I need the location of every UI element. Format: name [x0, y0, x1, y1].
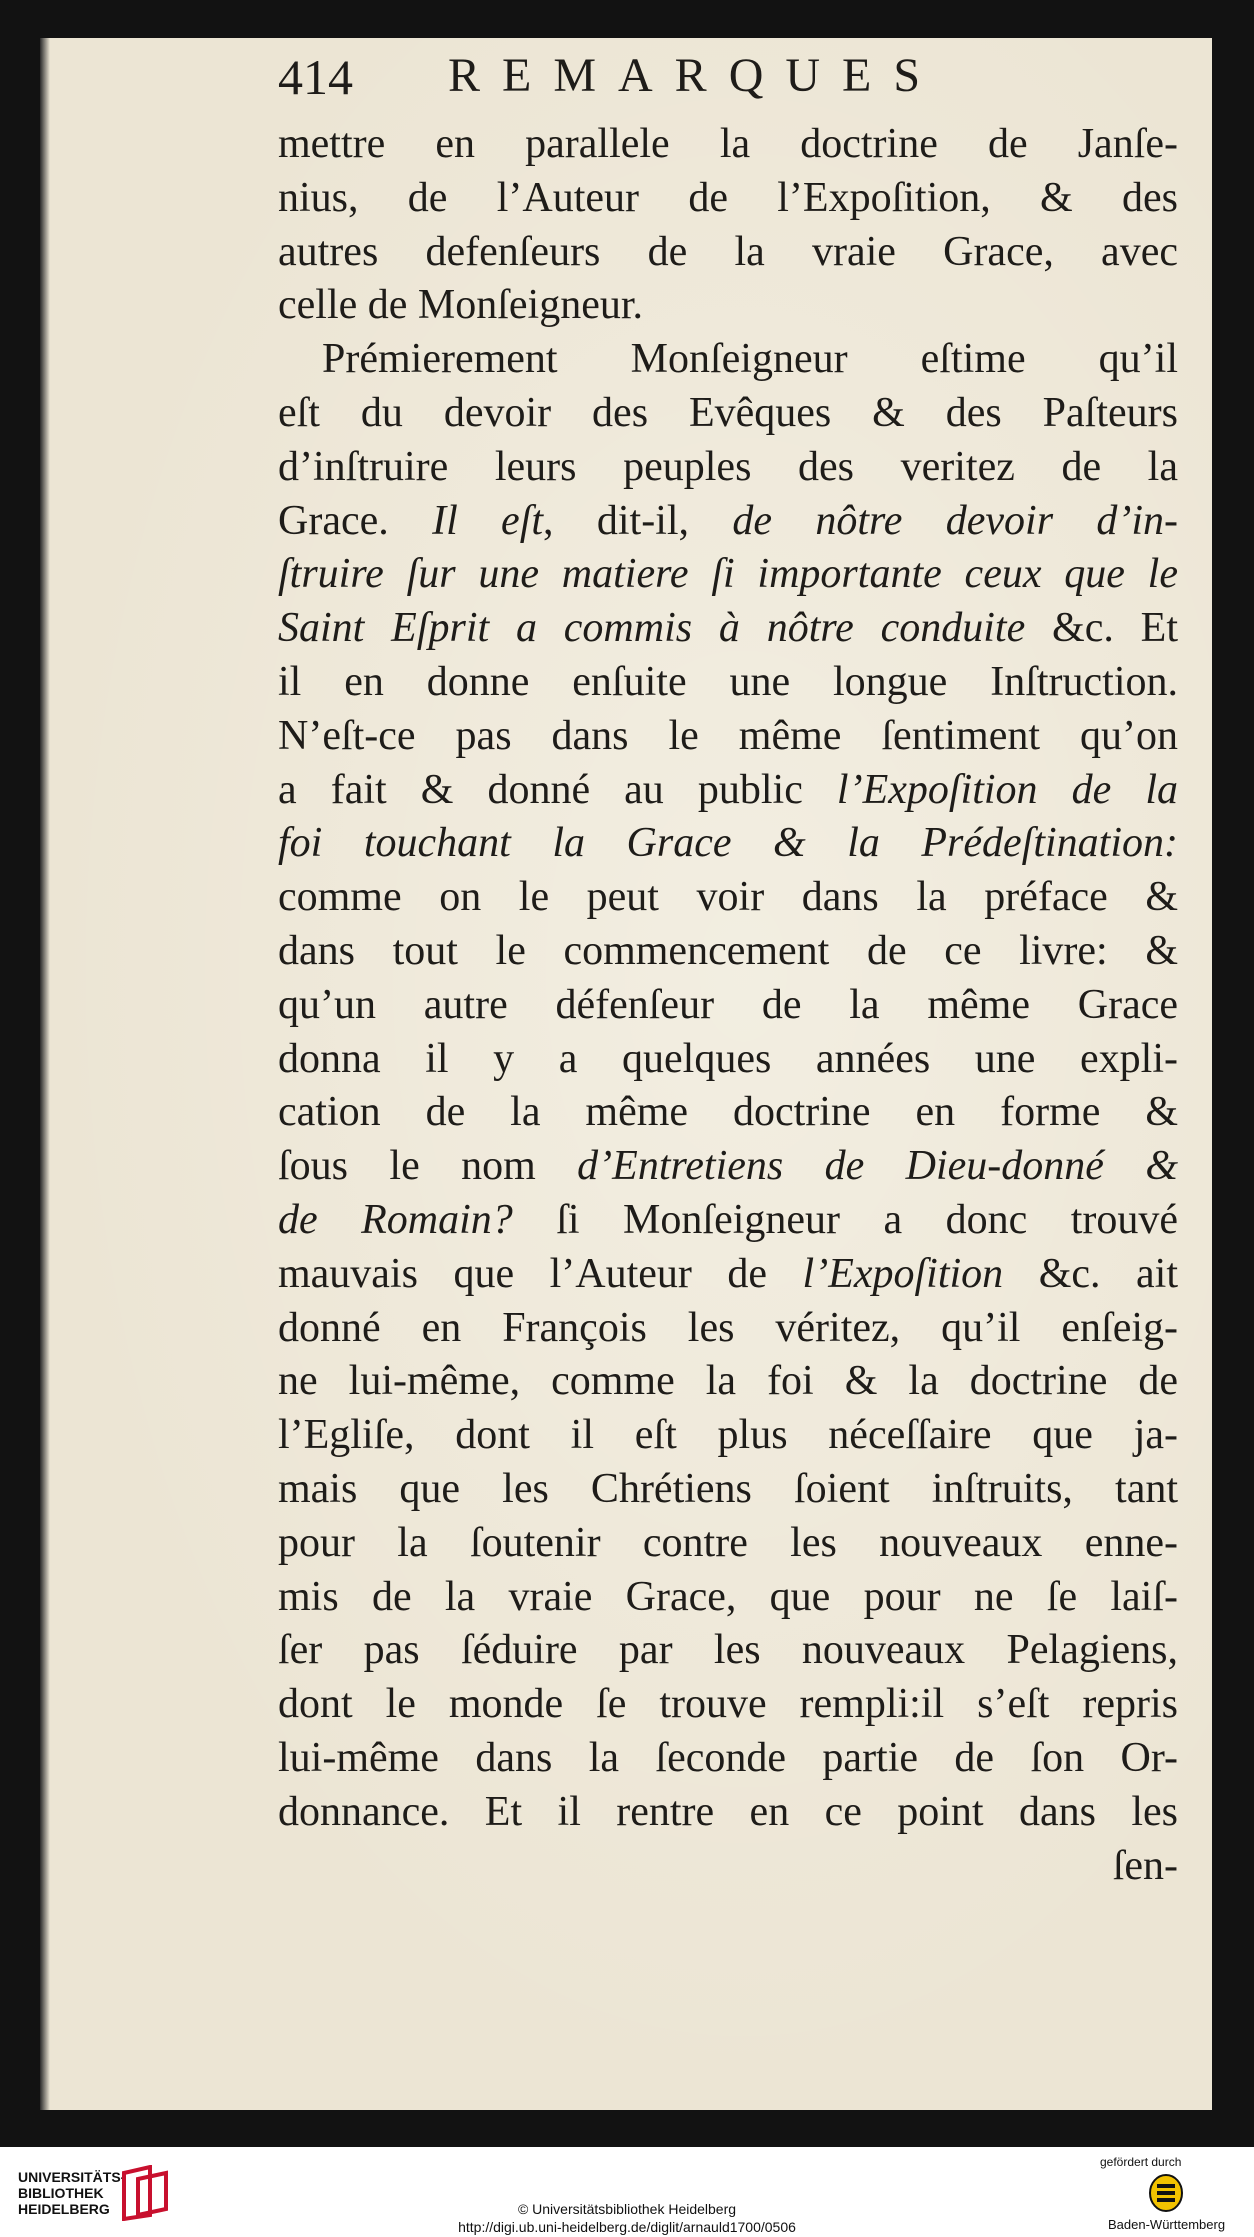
text-span: , dit-il, [543, 497, 690, 544]
text-line: celle de Monſeigneur. [278, 282, 644, 329]
page-header [278, 48, 1098, 118]
text-line: comme on le peut voir dans la préface & [278, 874, 1178, 921]
text-line: foi touchant la Grace & la Prédeſtination: [278, 820, 1178, 867]
text-span: &c. ait [1003, 1250, 1178, 1297]
text-span: ſous le nom [278, 1143, 578, 1190]
text-line: dont le monde ſe trouve rempli:il s’eſt repris [278, 1681, 1178, 1728]
viewer-footer [0, 2147, 1254, 2237]
permalink-url[interactable]: http://digi.ub.uni-heidelberg.de/diglit/arnauld1700/0506 [458, 2219, 796, 2235]
body-text [278, 118, 1178, 1893]
text-line: Prémierement Monſeigneur eſtime qu’il [322, 336, 1178, 383]
text-line: donnance. Et il rentre en ce point dans les [278, 1788, 1178, 1835]
running-head: REMARQUES [448, 49, 943, 102]
text-line [278, 764, 1178, 818]
text-line: l’Egliſe, dont il eſt plus néceſſaire que ja- [278, 1412, 1178, 1459]
text-line: mis de la vraie Grace, que pour ne ſe laiſ- [278, 1573, 1178, 1620]
italic-span: de nôtre devoir d’in- [732, 497, 1179, 544]
text-line: ſer pas ſéduire par les nouveaux Pelagiens, [278, 1627, 1178, 1674]
text-line: cation de la même doctrine en forme & [278, 1089, 1178, 1136]
text-line: nius, de l’Auteur de l’Expoſition, & des [278, 174, 1178, 221]
text-span: Grace. [278, 497, 389, 544]
library-name-line: BIBLIOTHEK [18, 2185, 104, 2201]
library-name-line: UNIVERSITÄTS- [18, 2169, 126, 2185]
funder-name: Baden-Württemberg [1108, 2217, 1226, 2232]
text-line: N’eſt-ce pas dans le même ſentiment qu’on [278, 712, 1178, 759]
text-line [278, 1194, 1178, 1248]
text-line: ſtruire ſur une matiere ſi importante ceux que le [278, 551, 1178, 598]
text-line: il en donne enſuite une longue Inſtruction. [278, 658, 1178, 705]
italic-span: l’Expoſition de la [836, 766, 1178, 813]
text-span: ſi Monſeigneur a donc trouvé [512, 1196, 1179, 1243]
library-name-line: HEIDELBERG [18, 2201, 110, 2217]
copyright-notice: © Universitätsbibliothek Heidelberg [517, 2201, 737, 2217]
text-line: d’inſtruire leurs peuples des veritez de la [278, 443, 1178, 490]
text-span: mauvais que l’Auteur de [278, 1250, 803, 1297]
funded-by-label: gefördert durch [1100, 2155, 1182, 2169]
text-line: autres defenſeurs de la vraie Grace, avec [278, 228, 1178, 275]
italic-span: Il eſt [432, 497, 544, 544]
text-line: qu’un autre défenſeur de la même Grace [278, 981, 1178, 1028]
text-line: eſt du devoir des Evêques & des Paſteurs [278, 389, 1178, 436]
text-line: mettre en parallele la doctrine de Janſe- [278, 121, 1178, 167]
text-line: dans tout le commencement de ce livre: & [278, 927, 1178, 974]
text-span: a fait & donné au public [278, 766, 837, 813]
text-line: donné en François les véritez, qu’il enſeig- [278, 1304, 1178, 1351]
italic-span: Saint Eſprit a commis à nôtre conduite [278, 605, 1026, 652]
italic-span: d’Entretiens de Dieu-donné & [577, 1143, 1178, 1190]
text-span: &c. Et [1025, 605, 1178, 652]
italic-span: de Romain? [278, 1196, 513, 1243]
text-line: mais que les Chrétiens ſoient inſtruits, tant [278, 1465, 1178, 1512]
italic-span: l’Expoſition [802, 1250, 1004, 1297]
baden-wuerttemberg-coat-of-arms-icon [1148, 2173, 1184, 2213]
page-gutter-shadow [40, 38, 50, 2110]
text-line [278, 602, 1178, 656]
text-line [278, 1140, 1178, 1194]
text-line: pour la ſoutenir contre les nouveaux enne- [278, 1519, 1178, 1566]
catchword: ſen- [1112, 1842, 1178, 1889]
page-number: 414 [278, 49, 353, 105]
text-line: ne lui-même, comme la foi & la doctrine de [278, 1358, 1178, 1405]
text-line: lui-même dans la ſeconde partie de ſon Or- [278, 1734, 1178, 1781]
text-line [278, 495, 1178, 549]
text-line [278, 1248, 1178, 1302]
text-line: donna il y a quelques années une expli- [278, 1035, 1178, 1082]
